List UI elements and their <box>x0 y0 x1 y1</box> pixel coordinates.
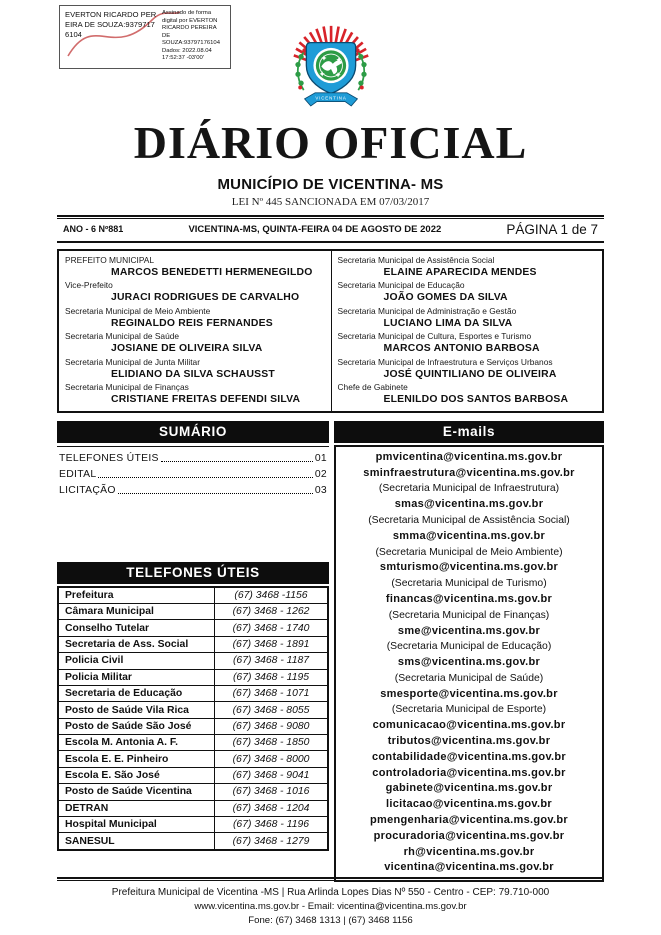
summary-section <box>57 421 329 499</box>
summary-item-label: TELEFONES ÚTEIS <box>59 453 159 465</box>
official-entry <box>65 255 325 280</box>
official-name: MARCOS ANTONIO BARBOSA <box>383 343 540 355</box>
email-address[interactable]: rh@vicentina.ms.gov.br <box>403 845 535 858</box>
phone-entity: Conselho Tutelar <box>59 620 215 635</box>
crest-ribbon-text: VICENTINA <box>314 95 347 101</box>
phone-entity: Escola E. E. Pinheiro <box>59 751 215 766</box>
email-address[interactable]: procuradoria@vicentina.ms.gov.br <box>373 829 565 842</box>
phone-number: (67) 3468 - 1195 <box>232 671 310 683</box>
phone-number: (67) 3468 - 1740 <box>232 622 310 634</box>
edition-date: VICENTINA-MS, QUINTA-FEIRA 04 DE AGOSTO DE 2022 <box>188 223 442 235</box>
official-entry <box>65 280 325 305</box>
phone-entity: Câmara Municipal <box>59 604 215 619</box>
table-row <box>59 833 327 848</box>
footer <box>57 881 604 929</box>
email-department: (Secretaria Municipal de Turismo) <box>391 578 547 590</box>
phone-number: (67) 3468 - 1891 <box>232 639 310 651</box>
official-role: Secretaria Municipal de Administração e Gestão <box>337 305 517 316</box>
summary-header: SUMÁRIO <box>57 421 329 443</box>
page-indicator: PÁGINA 1 de 7 <box>506 221 598 237</box>
table-row <box>59 588 327 604</box>
emails-list <box>334 445 604 882</box>
official-role: Chefe de Gabinete <box>337 382 408 393</box>
summary-item[interactable] <box>57 451 329 467</box>
official-name: CRISTIANE FREITAS DEFENDI SILVA <box>111 394 301 406</box>
table-row <box>59 604 327 620</box>
table-row <box>59 620 327 636</box>
phone-number: (67) 3468 - 1850 <box>232 737 310 749</box>
email-address[interactable]: smturismo@vicentina.ms.gov.br <box>379 561 559 574</box>
phone-number: (67) 3468 - 1279 <box>232 835 310 847</box>
table-row <box>59 637 327 653</box>
municipal-coat-of-arms-icon <box>275 25 387 113</box>
signer-name: EVERTON RICARDO PEREIRA DE SOUZA:93797176104 <box>65 10 157 39</box>
email-entry <box>336 829 602 845</box>
table-row <box>59 719 327 735</box>
summary-item-label: LICITAÇÃO <box>59 485 116 497</box>
summary-item-label: EDITAL <box>59 469 97 481</box>
official-role: Secretaria Municipal de Finanças <box>65 382 189 393</box>
official-role: Secretaria Municipal de Saúde <box>65 331 180 342</box>
email-entry <box>336 766 602 782</box>
official-role: Secretaria Municipal de Junta Militar <box>65 356 200 367</box>
email-department: (Secretaria Municipal de Finanças) <box>388 609 550 621</box>
email-address[interactable]: pmengenharia@vicentina.ms.gov.br <box>369 814 568 827</box>
signature-details: Assinado de forma digital por EVERTON RICARDO PEREIRA DE SOUZA:93797176104 Dados: 2022.08.04 17:52:37 -03'00' <box>162 10 220 62</box>
email-department: (Secretaria Municipal de Assistência Social) <box>368 514 570 526</box>
official-name: ELIDIANO DA SILVA SCHAUSST <box>111 368 275 380</box>
dot-leader <box>98 477 312 478</box>
phone-entity: Secretaria de Educação <box>59 686 215 701</box>
masthead-divider-bottom <box>57 241 604 243</box>
emails-header: E-mails <box>334 421 604 443</box>
digital-signature-stamp <box>59 5 231 69</box>
phone-entity: Posto de Saúde Vila Rica <box>59 702 215 717</box>
email-entry <box>336 797 602 813</box>
email-entry <box>336 734 602 750</box>
official-entry <box>338 280 597 305</box>
email-address[interactable]: vicentina@vicentina.ms.gov.br <box>384 861 554 874</box>
phone-number: (67) 3468 - 1196 <box>232 819 310 831</box>
edition-number: ANO - 6 Nº881 <box>63 224 124 235</box>
official-role: Secretaria Municipal de Educação <box>337 280 465 291</box>
phone-number: (67) 3468 - 9041 <box>232 770 310 782</box>
phone-number: (67) 3468 - 1204 <box>232 802 310 814</box>
phones-header: TELEFONES ÚTEIS <box>57 562 329 584</box>
official-name: ELENILDO DOS SANTOS BARBOSA <box>383 394 569 406</box>
officials-column-right <box>331 251 603 411</box>
emails-section <box>334 421 604 882</box>
official-entry <box>65 331 325 356</box>
email-address[interactable]: tributos@vicentina.ms.gov.br <box>387 735 551 748</box>
email-entry <box>336 687 602 719</box>
law-line: LEI Nº 445 SANCIONADA EM 07/03/2017 <box>231 195 430 208</box>
official-role: Secretaria Municipal de Meio Ambiente <box>65 305 211 316</box>
gazette-page <box>57 0 604 929</box>
phone-entity: Posto de Saúde Vicentina <box>59 784 215 799</box>
email-entry <box>336 750 602 766</box>
table-row <box>59 784 327 800</box>
email-address[interactable]: gabinete@vicentina.ms.gov.br <box>385 782 553 795</box>
official-name: MARCOS BENEDETTI HERMENEGILDO <box>111 266 313 278</box>
dot-leader <box>161 461 313 462</box>
email-address[interactable]: controladoria@vicentina.ms.gov.br <box>372 766 566 779</box>
phone-entity: Posto de Saúde São José <box>59 719 215 734</box>
email-entry <box>336 450 602 466</box>
email-address[interactable]: financas@vicentina.ms.gov.br <box>385 592 553 605</box>
email-entry <box>336 781 602 797</box>
table-row <box>59 768 327 784</box>
official-role: PREFEITO MUNICIPAL <box>65 254 155 265</box>
email-entry <box>336 813 602 829</box>
summary-item[interactable] <box>57 483 329 499</box>
official-entry <box>65 357 325 382</box>
email-entry <box>336 497 602 529</box>
official-entry <box>338 331 597 356</box>
email-department: (Secretaria Municipal de Meio Ambiente) <box>375 546 563 558</box>
email-address[interactable]: smas@vicentina.ms.gov.br <box>394 498 544 511</box>
phone-number: (67) 3468 - 9080 <box>232 720 310 732</box>
table-row <box>59 751 327 767</box>
official-name: REGINALDO REIS FERNANDES <box>111 317 273 329</box>
email-entry <box>336 624 602 656</box>
email-address[interactable]: sminfraestrutura@vicentina.ms.gov.br <box>363 466 575 479</box>
phones-table <box>57 586 329 851</box>
phone-entity: Policia Civil <box>59 653 215 668</box>
official-name: JOSÉ QUINTILIANO DE OLIVEIRA <box>383 368 557 380</box>
phones-section <box>57 562 329 851</box>
phone-entity: Policia Militar <box>59 670 215 685</box>
email-address[interactable]: sme@vicentina.ms.gov.br <box>397 624 541 637</box>
municipality-line: MUNICÍPIO DE VICENTINA- MS <box>217 175 444 193</box>
table-row <box>59 670 327 686</box>
officials-roster <box>57 249 604 413</box>
edition-dateline <box>57 219 604 241</box>
phone-number: (67) 3468 - 1016 <box>232 786 310 798</box>
official-role: Secretaria Municipal de Cultura, Esportes e Turismo <box>337 331 532 342</box>
phone-entity: DETRAN <box>59 801 215 816</box>
email-address[interactable]: smma@vicentina.ms.gov.br <box>392 529 546 542</box>
footer-website-email[interactable]: www.vicentina.ms.gov.br - Email: vicentina@vicentina.ms.gov.br <box>194 900 467 912</box>
official-entry <box>338 357 597 382</box>
table-row <box>59 653 327 669</box>
email-entry <box>336 529 602 561</box>
official-entry <box>65 382 325 407</box>
official-role: Vice-Prefeito <box>65 280 113 291</box>
email-address[interactable]: smesporte@vicentina.ms.gov.br <box>380 687 558 700</box>
email-department: (Secretaria Municipal de Educação) <box>386 641 552 653</box>
phone-number: (67) 3468 - 1262 <box>232 606 310 618</box>
phone-entity: Hospital Municipal <box>59 817 215 832</box>
phone-number: (67) 3468 - 8000 <box>232 753 310 765</box>
email-entry <box>336 592 602 624</box>
official-name: JOÃO GOMES DA SILVA <box>383 292 508 304</box>
summary-list <box>57 446 329 499</box>
phone-number: (67) 3468 - 8055 <box>232 704 310 716</box>
officials-column-left <box>59 251 331 411</box>
email-entry <box>336 845 602 861</box>
official-role: Secretaria Municipal de Assistência Social <box>337 254 495 265</box>
table-row <box>59 702 327 718</box>
email-department: (Secretaria Municipal de Esporte) <box>391 704 547 716</box>
phone-number: (67) 3468 -1156 <box>234 589 308 601</box>
table-row <box>59 686 327 702</box>
email-address[interactable]: pmvicentina@vicentina.ms.gov.br <box>375 450 563 463</box>
email-address[interactable]: licitacao@vicentina.ms.gov.br <box>386 798 552 811</box>
official-role: Secretaria Municipal de Infraestrutura e Serviços Urbanos <box>337 356 553 367</box>
dot-leader <box>118 493 313 494</box>
email-address[interactable]: contabilidade@vicentina.ms.gov.br <box>371 750 566 763</box>
phone-entity: SANESUL <box>59 833 215 848</box>
official-entry <box>338 255 597 280</box>
table-row <box>59 817 327 833</box>
email-entry <box>336 718 602 734</box>
phone-number: (67) 3468 - 1071 <box>232 688 310 700</box>
footer-phone: Fone: (67) 3468 1313 | (67) 3468 1156 <box>248 915 413 927</box>
official-name: JOSIANE DE OLIVEIRA SILVA <box>111 343 263 355</box>
summary-item[interactable] <box>57 467 329 483</box>
email-entry <box>336 860 602 876</box>
email-department: (Secretaria Municipal de Saúde) <box>394 672 544 684</box>
official-entry <box>65 306 325 331</box>
summary-item-page: 02 <box>314 469 327 481</box>
official-name: JURACI RODRIGUES DE CARVALHO <box>111 292 300 304</box>
phone-entity: Escola M. Antonia A. F. <box>59 735 215 750</box>
table-row <box>59 735 327 751</box>
official-entry <box>338 382 597 407</box>
gazette-title: DIÁRIO OFICIAL <box>133 117 528 168</box>
email-entry <box>336 655 602 687</box>
email-address[interactable]: sms@vicentina.ms.gov.br <box>397 656 541 669</box>
email-entry <box>336 560 602 592</box>
email-department: (Secretaria Municipal de Infraestrutura) <box>378 483 560 495</box>
phone-entity: Secretaria de Ass. Social <box>59 637 215 652</box>
official-name: ELAINE APARECIDA MENDES <box>383 266 537 278</box>
summary-item-page: 01 <box>314 453 327 465</box>
email-address[interactable]: comunicacao@vicentina.ms.gov.br <box>372 719 566 732</box>
summary-item-page: 03 <box>314 485 327 497</box>
official-name: LUCIANO LIMA DA SILVA <box>383 317 513 329</box>
table-row <box>59 801 327 817</box>
phone-entity: Prefeitura <box>59 588 215 603</box>
phone-number: (67) 3468 - 1187 <box>232 655 310 667</box>
phone-entity: Escola E. São José <box>59 768 215 783</box>
footer-address: Prefeitura Municipal de Vicentina -MS | Rua Arlinda Lopes Dias Nº 550 - Centro - CEP: 79.710-000 <box>111 886 550 898</box>
official-entry <box>338 306 597 331</box>
email-entry <box>336 466 602 498</box>
